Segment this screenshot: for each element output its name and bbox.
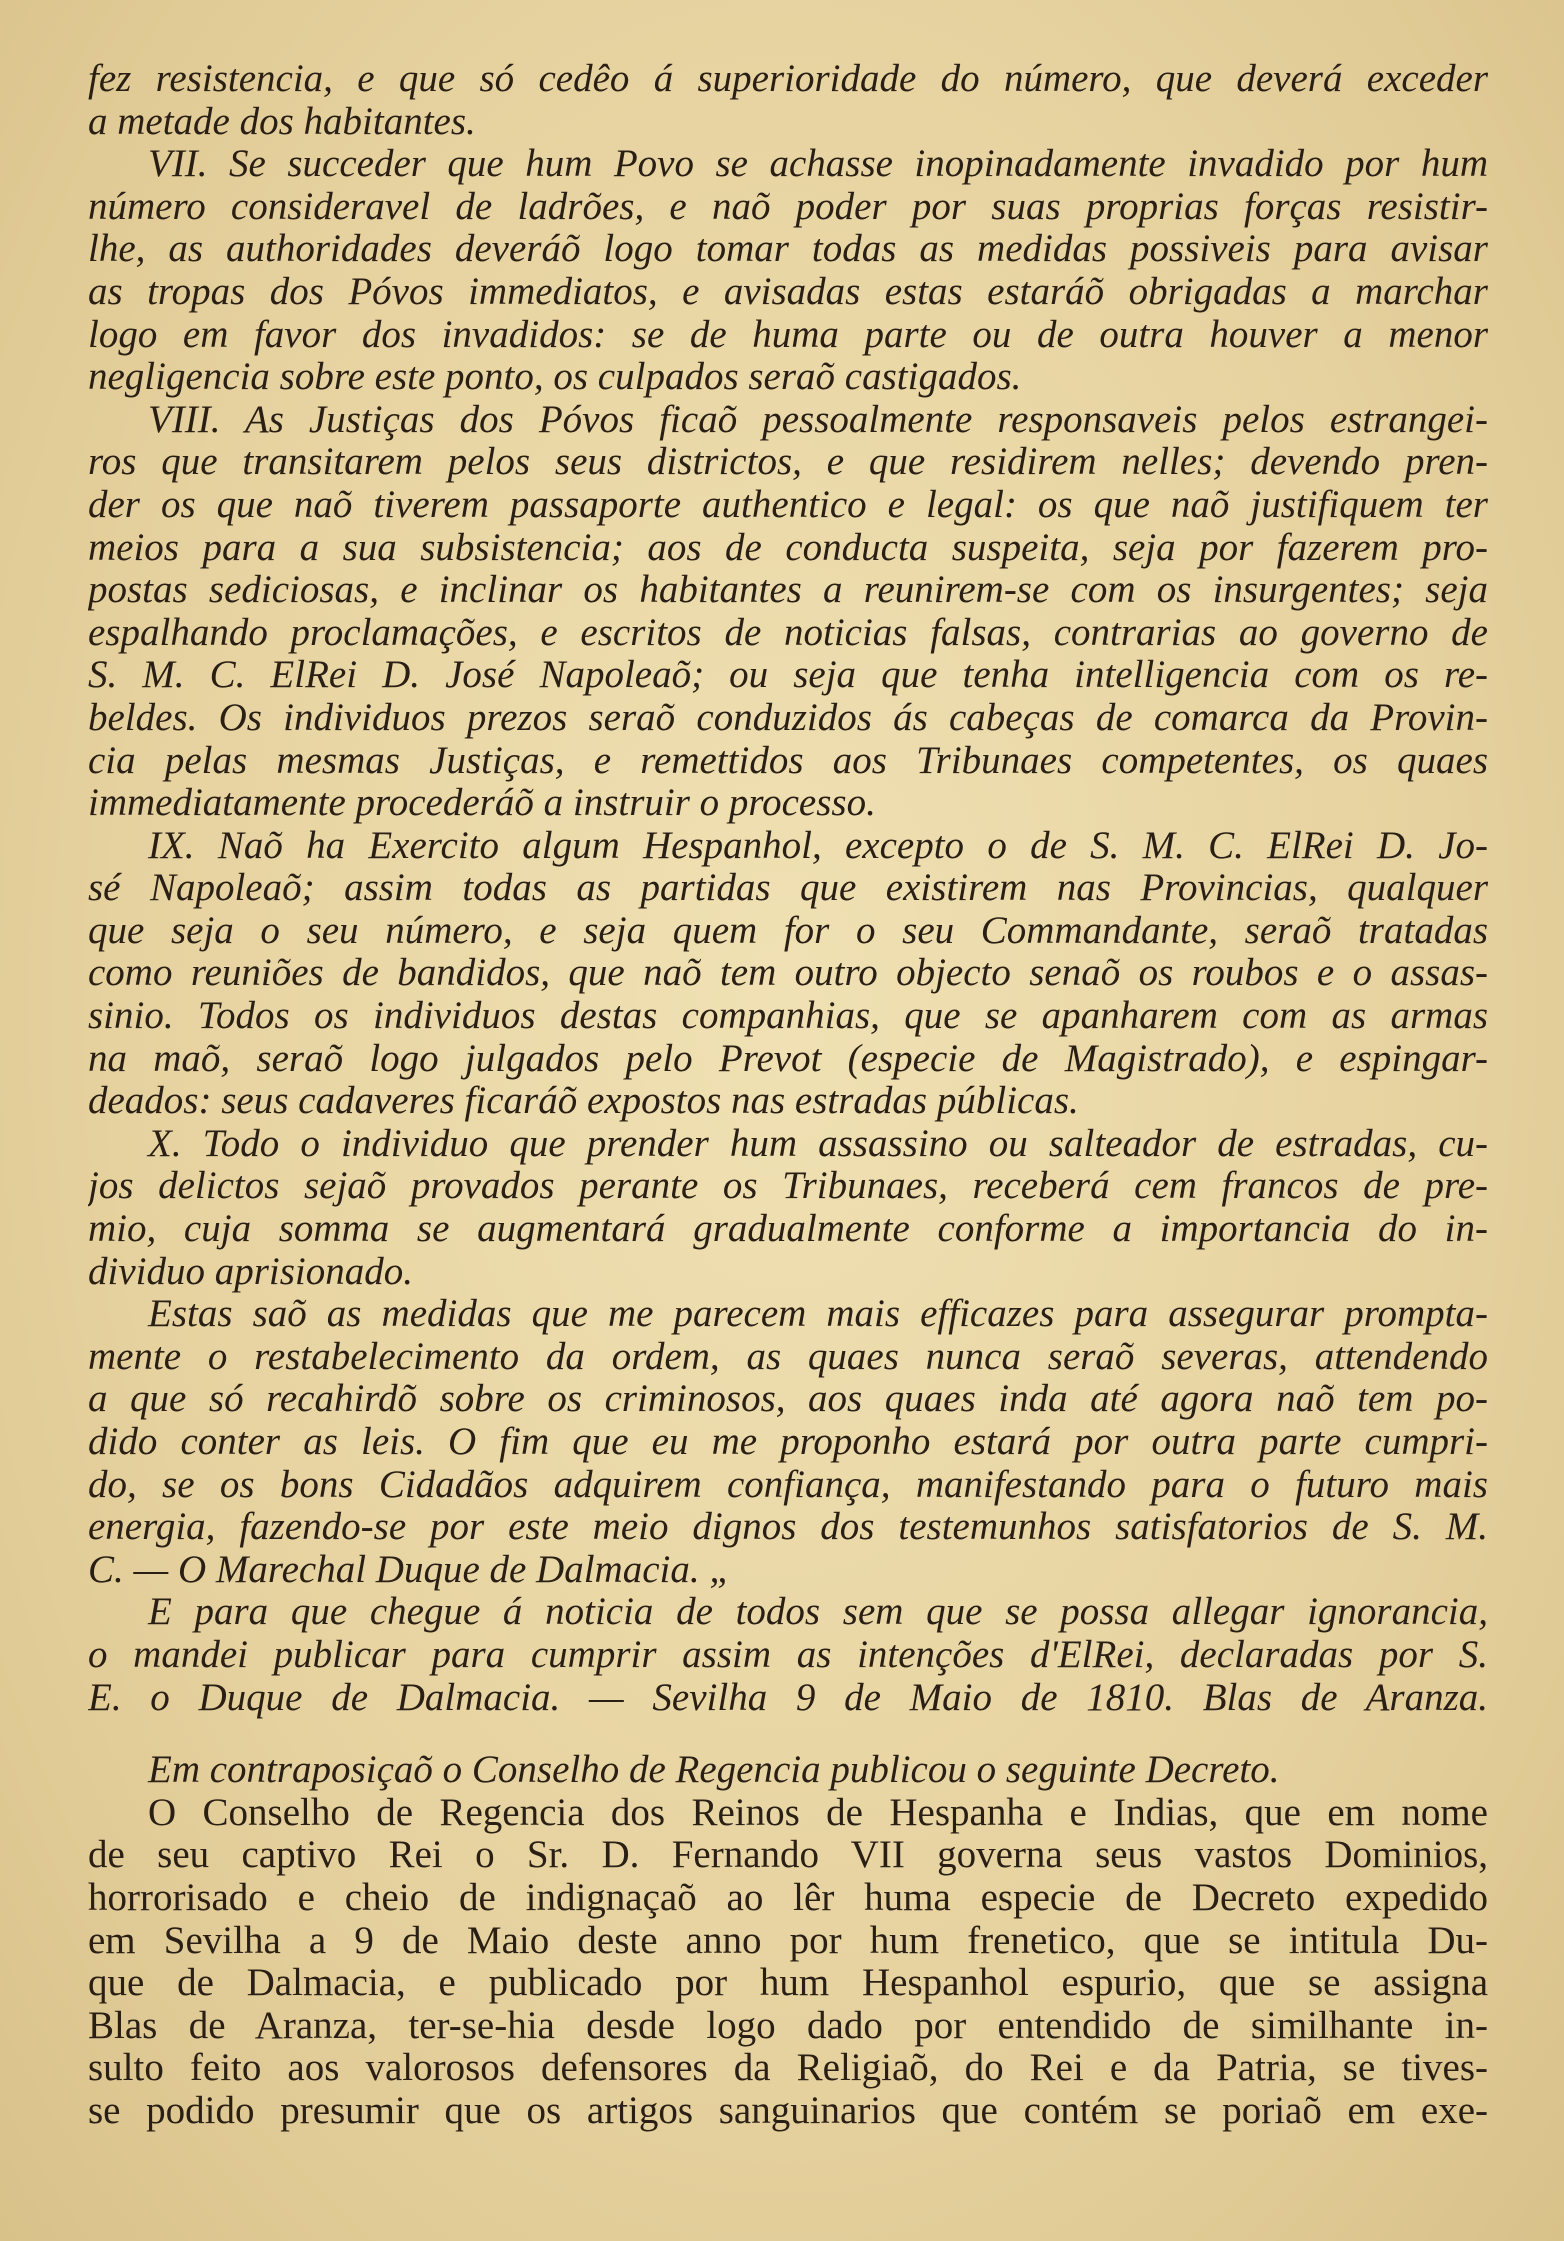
- text-line: cia pelas mesmas Justiças, e remettidos aos Tribunaes competentes, os quaes: [88, 739, 1488, 782]
- text-line: Blas de Aranza, ter-se-hia desde logo dado por entendido de similhante in-: [88, 2004, 1488, 2047]
- text-line: S. M. C. ElRei D. José Napoleaõ; ou seja que tenha intelligencia com os re-: [88, 654, 1488, 697]
- text-line: do, se os bons Cidadãos adquirem confiança, manifestando para o futuro mais: [88, 1463, 1488, 1506]
- text-line: mente o restabelecimento da ordem, as quaes nunca seraõ severas, attendendo: [88, 1335, 1488, 1378]
- text-line: se podido presumir que os artigos sanguinarios que contém se poriaõ em exe-: [88, 2089, 1488, 2132]
- text-line: mio, cuja somma se augmentará gradualmente conforme a importancia do in-: [88, 1208, 1488, 1251]
- text-line: que de Dalmacia, e publicado por hum Hespanhol espurio, que se assigna: [88, 1962, 1488, 2005]
- text-line: sinio. Todos os individuos destas companhias, que se apanharem com as armas: [88, 995, 1488, 1038]
- text-line: na maõ, seraõ logo julgados pelo Prevot (especie de Magistrado), e espingar-: [88, 1037, 1488, 1080]
- text-line: dividuo aprisionado.: [88, 1250, 414, 1293]
- article-vii-start: VII. Se succeder que hum Povo se achasse inopinadamente invadido por hum: [148, 143, 1488, 186]
- text-line: as tropas dos Póvos immediatos, e avisadas estas estaráõ obrigadas a marchar: [88, 270, 1488, 313]
- text-line: der os que naõ tiverem passaporte authentico e legal: os que naõ justifiquem ter: [88, 483, 1488, 526]
- publication-paragraph-start: E para que chegue á noticia de todos sem que se possa allegar ignorancia,: [148, 1591, 1488, 1634]
- text-line: espalhando proclamações, e escritos de noticias falsas, contrarias ao governo de: [88, 611, 1488, 654]
- text-line: fez resistencia, e que só cedêo á superioridade do número, que deverá exceder: [88, 58, 1488, 100]
- text-line: sulto feito aos valorosos defensores da Religiaõ, do Rei e da Patria, se tives-: [88, 2047, 1488, 2090]
- text-line: de seu captivo Rei o Sr. D. Fernando VII governa seus vastos Dominios,: [88, 1834, 1488, 1877]
- date-line: E. o Duque de Dalmacia. — Sevilha 9 de Maio de 1810. Blas de Aranza.: [88, 1676, 1488, 1719]
- signature-line: C. — O Marechal Duque de Dalmacia. „: [88, 1548, 732, 1591]
- decree-paragraph-start: O Conselho de Regencia dos Reinos de Hespanha e Indias, que em nome: [148, 1791, 1488, 1834]
- text-line: ros que transitarem pelos seus districtos, e que residirem nelles; devendo pren-: [88, 441, 1488, 484]
- article-x-start: X. Todo o individuo que prender hum assassino ou salteador de estradas, cu-: [148, 1122, 1488, 1165]
- roman-section: [88, 1792, 1488, 2133]
- text-line: beldes. Os individuos prezos seraõ conduzidos ás cabeças de comarca da Provin-: [88, 696, 1488, 739]
- text-line: o mandei publicar para cumprir assim as intenções d'ElRei, declaradas por S.: [88, 1633, 1488, 1676]
- text-line: sé Napoleaõ; assim todas as partidas que existirem nas Provincias, qualquer: [88, 867, 1488, 910]
- text-line: postas sediciosas, e inclinar os habitantes a reunirem-se com os insurgentes; seja: [88, 569, 1488, 612]
- article-ix-start: IX. Naõ ha Exercito algum Hespanhol, excepto o de S. M. C. ElRei D. Jo-: [148, 824, 1488, 867]
- closing-paragraph-start: Estas saõ as medidas que me parecem mais efficazes para assegurar prompta-: [148, 1293, 1488, 1336]
- text-line: meios para a sua subsistencia; aos de conducta suspeita, seja por fazerem pro-: [88, 526, 1488, 569]
- text-line: energia, fazendo-se por este meio dignos dos testemunhos satisfatorios de S. M.: [88, 1506, 1488, 1549]
- section-heading: Em contraposiçaõ o Conselho de Regencia publicou o seguinte Decreto.: [148, 1749, 1280, 1792]
- article-viii-start: VIII. As Justiças dos Póvos ficaõ pessoalmente responsaveis pelos estrangei-: [148, 398, 1488, 441]
- section-gap: [88, 1719, 1488, 1749]
- text-line: a que só recahirdõ sobre os criminosos, aos quaes inda até agora naõ tem po-: [88, 1378, 1488, 1421]
- text-line: em Sevilha a 9 de Maio deste anno por hum frenetico, que se intitula Du-: [88, 1919, 1488, 1962]
- text-line: logo em favor dos invadidos: se de huma parte ou de outra houver a menor: [88, 313, 1488, 356]
- text-line: dido conter as leis. O fim que eu me proponho estará por outra parte cumpri-: [88, 1421, 1488, 1463]
- document-page: [88, 58, 1488, 2133]
- text-line: horrorisado e cheio de indignaçaõ ao lêr huma especie de Decreto expedido: [88, 1876, 1488, 1919]
- text-line: jos delictos sejaõ provados perante os Tribunaes, receberá cem francos de pre-: [88, 1165, 1488, 1208]
- text-line: deados: seus cadaveres ficaráõ expostos nas estradas públicas.: [88, 1080, 1079, 1123]
- text-line: que seja o seu número, e seja quem for o seu Commandante, seraõ tratadas: [88, 909, 1488, 952]
- text-line: lhe, as authoridades deveráõ logo tomar todas as medidas possiveis para avisar: [88, 228, 1488, 271]
- text-line: número consideravel de ladrões, e naõ poder por suas proprias forças resistir-: [88, 185, 1488, 228]
- text-line: como reuniões de bandidos, que naõ tem outro objecto senaõ os roubos e o assas-: [88, 952, 1488, 995]
- text-line: negligencia sobre este ponto, os culpados seraõ castigados.: [88, 356, 1022, 399]
- text-line: a metade dos habitantes.: [88, 100, 476, 143]
- italic-section: [88, 58, 1488, 1719]
- text-line: immediatamente procederáõ a instruir o processo.: [88, 782, 876, 825]
